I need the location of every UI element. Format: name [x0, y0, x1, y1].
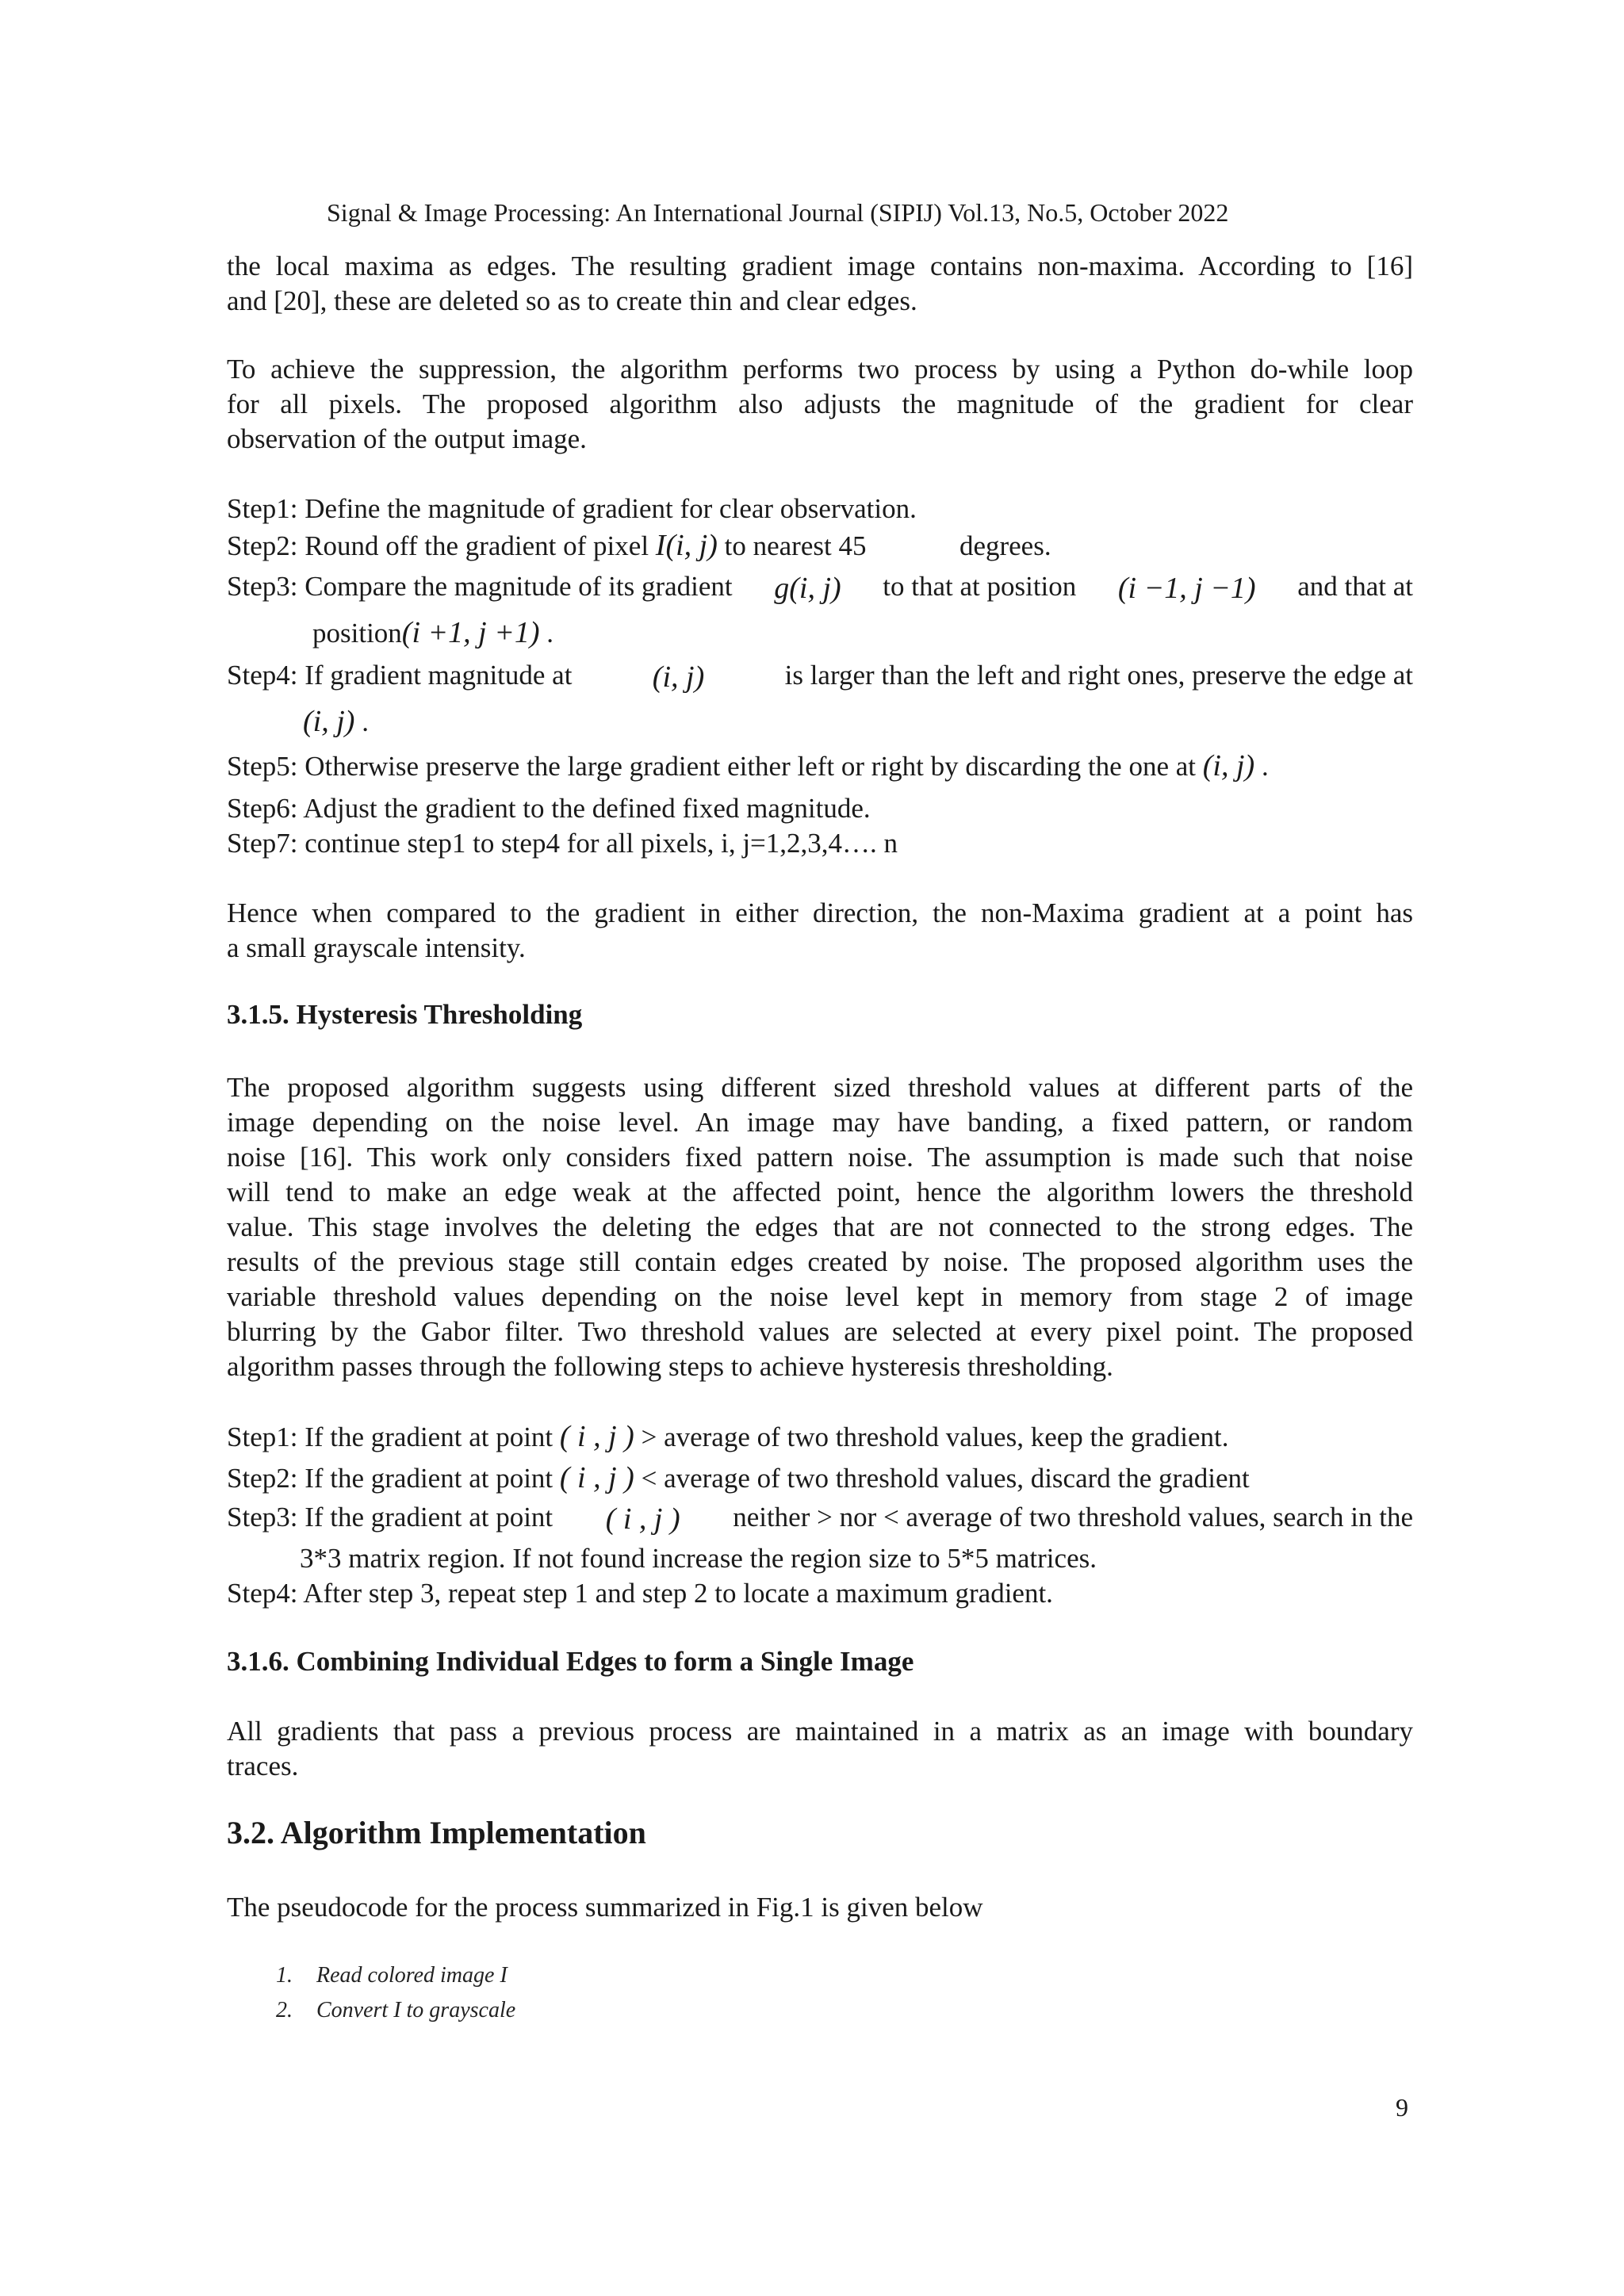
math-expression: ( i , j ) — [559, 1420, 634, 1453]
text-line: Hence when compared to the gradient in either direction, the non-Maxima gradient at a point has — [227, 897, 1413, 928]
paragraph-non-maxima — [227, 896, 1413, 966]
step-text: . — [546, 618, 554, 649]
paragraph-suppression — [227, 352, 1413, 457]
math-expression: (i, j) — [1202, 749, 1255, 783]
text-line: a small grayscale intensity. — [227, 932, 526, 963]
paragraph-pseudocode-intro: The pseudocode for the process summarized in Fig.1 is given below — [227, 1892, 983, 1923]
step-text: Step1: If the gradient at point — [227, 1422, 553, 1452]
math-expression: ( i , j ) — [559, 1461, 634, 1494]
nms-step-4 — [227, 660, 1413, 695]
step-text: position — [312, 618, 402, 649]
hyst-step-4: Step4: After step 3, repeat step 1 and step 2 to locate a maximum gradient. — [227, 1578, 1053, 1609]
nms-step-7: Step7: continue step1 to step4 for all pixels, i, j=1,2,3,4…. n — [227, 828, 898, 859]
paragraph-hysteresis — [227, 1070, 1413, 1384]
hyst-step-3 — [227, 1502, 1413, 1536]
step-text: degrees. — [959, 530, 1051, 561]
text-line: All gradients that pass a previous process are maintained in a matrix as an image with boundary — [227, 1716, 1413, 1747]
step-text: Step5: Otherwise preserve the large gradient either left or right by discarding the one at — [227, 751, 1196, 782]
math-expression: g(i, j) — [774, 572, 841, 605]
step-text: neither > nor < average of two threshold values, search in the — [733, 1502, 1413, 1533]
step-text: < average of two threshold values, discard the gradient — [641, 1463, 1250, 1494]
text-line: will tend to make an edge weak at the affected point, hence the algorithm lowers the threshold — [227, 1177, 1413, 1207]
page-number: 9 — [1396, 2093, 1408, 2122]
text-line: image depending on the noise level. An image may have banding, a fixed pattern, or random — [227, 1107, 1413, 1138]
section-heading-3-1-6: 3.1.6. Combining Individual Edges to form a Single Image — [227, 1646, 914, 1677]
nms-step-4-cont — [303, 704, 369, 739]
step-text: Step2: Round off the gradient of pixel — [227, 530, 649, 561]
step-text: to that at position — [883, 571, 1077, 602]
math-expression: I(i, j) — [655, 529, 718, 562]
nms-step-1: Step1: Define the magnitude of gradient for clear observation. — [227, 493, 917, 524]
text-line: observation of the output image. — [227, 423, 587, 454]
nms-step-3-cont — [312, 615, 553, 650]
math-expression: ( i , j ) — [605, 1502, 680, 1536]
text-line: the local maxima as edges. The resulting gradient image contains non-maxima. According to [16] — [227, 251, 1413, 281]
text-line: traces. — [227, 1751, 299, 1781]
text-line: To achieve the suppression, the algorithm performs two process by using a Python do-while loop — [227, 354, 1413, 385]
step-text: Step2: If the gradient at point — [227, 1463, 553, 1494]
nms-step-6: Step6: Adjust the gradient to the defined fixed magnitude. — [227, 793, 871, 824]
step-text: Step3: Compare the magnitude of its gradient — [227, 571, 733, 602]
step-text: and that at — [1297, 571, 1413, 602]
hyst-step-2 — [227, 1460, 1250, 1495]
text-line: variable threshold values depending on the noise level kept in memory from stage 2 of image — [227, 1281, 1413, 1312]
nms-step-2 — [227, 528, 1051, 563]
hyst-step-3-cont: 3*3 matrix region. If not found increase the region size to 5*5 matrices. — [300, 1543, 1097, 1574]
section-heading-3-2: 3.2. Algorithm Implementation — [227, 1815, 646, 1850]
text-line: noise [16]. This work only considers fixed pattern noise. The assumption is made such that noise — [227, 1142, 1413, 1173]
text-line: results of the previous stage still contain edges created by noise. The proposed algorithm uses the — [227, 1246, 1413, 1277]
step-text: . — [362, 706, 369, 737]
step-text: is larger than the left and right ones, preserve the edge at — [784, 660, 1413, 691]
math-expression: (i −1, j −1) — [1117, 572, 1256, 605]
paragraph-combining — [227, 1714, 1413, 1784]
pseudocode-number: 1. — [276, 1963, 293, 1988]
text-line: for all pixels. The proposed algorithm also adjusts the magnitude of the gradient for clear — [227, 388, 1413, 419]
text-line: The proposed algorithm suggests using different sized threshold values at different parts of the — [227, 1072, 1413, 1103]
step-text: Step4: If gradient magnitude at — [227, 660, 573, 691]
pseudocode-text: Convert I to grayscale — [316, 1998, 516, 2022]
step-text: to nearest 45 — [724, 530, 867, 561]
text-line: value. This stage involves the deleting the edges that are not connected to the strong edges. The — [227, 1211, 1413, 1242]
pseudocode-line — [276, 1998, 515, 2023]
text-line: and [20], these are deleted so as to create thin and clear edges. — [227, 285, 917, 316]
step-text: > average of two threshold values, keep the gradient. — [641, 1422, 1229, 1452]
text-line: blurring by the Gabor filter. Two threshold values are selected at every pixel point. The proposed — [227, 1316, 1413, 1347]
section-heading-3-1-5: 3.1.5. Hysteresis Thresholding — [227, 999, 583, 1030]
math-expression: (i, j) — [652, 660, 705, 694]
math-expression: (i, j) — [303, 705, 355, 738]
step-text: Step3: If the gradient at point — [227, 1502, 553, 1533]
math-expression: (i +1, j +1) — [401, 616, 540, 649]
text-line: algorithm passes through the following steps to achieve hysteresis thresholding. — [227, 1351, 1113, 1382]
pseudocode-text: Read colored image I — [316, 1963, 508, 1988]
running-header: Signal & Image Processing: An International Journal (SIPIJ) Vol.13, No.5, October 2022 — [327, 198, 1229, 227]
nms-step-5 — [227, 748, 1269, 783]
nms-step-3 — [227, 571, 1413, 606]
pseudocode-line — [276, 1963, 508, 1988]
hyst-step-1 — [227, 1419, 1228, 1454]
paragraph-nms-intro — [227, 249, 1413, 319]
step-text: . — [1261, 751, 1269, 782]
pseudocode-number: 2. — [276, 1998, 293, 2022]
